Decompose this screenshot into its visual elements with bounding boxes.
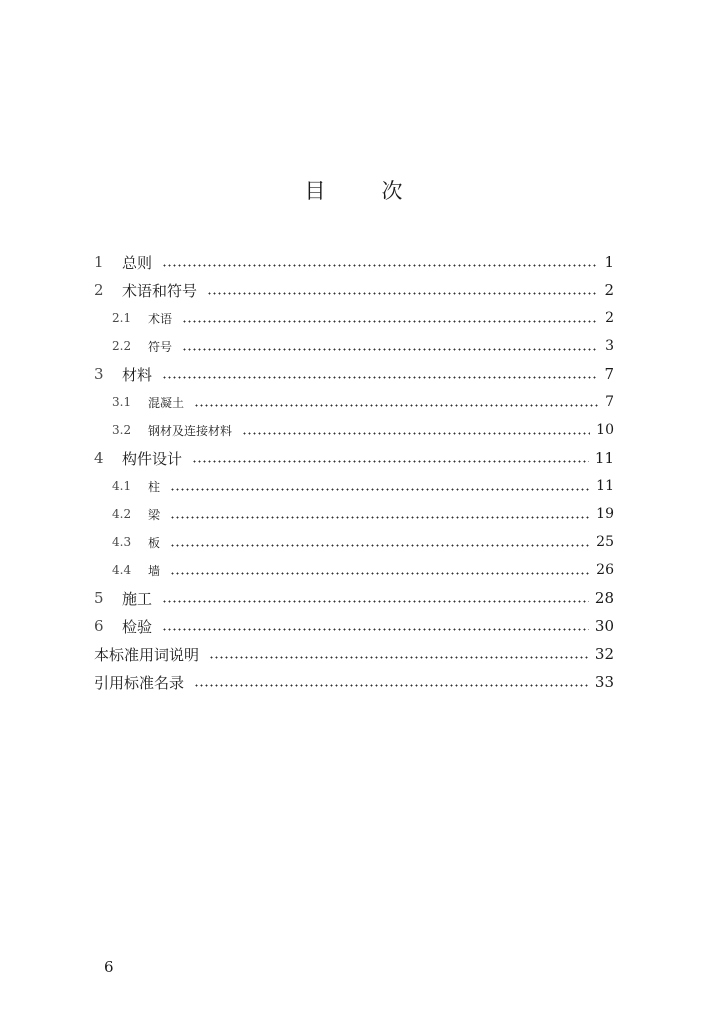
- toc-entry[interactable]: [94, 276, 614, 304]
- toc-entry-number: 3.2: [112, 423, 132, 437]
- toc-subentry[interactable]: [94, 304, 614, 332]
- toc-leader-dots: [162, 600, 589, 603]
- toc-entry-page: 32: [594, 645, 614, 663]
- toc-leader-dots: [209, 656, 589, 659]
- toc-entry-page: 11: [594, 449, 614, 467]
- toc-leader-dots: [194, 404, 598, 407]
- toc-entry-number: 3.1: [112, 395, 132, 409]
- toc-entry-number: 4.2: [112, 507, 132, 521]
- toc-entry-number: 4: [94, 449, 104, 467]
- page-title: [0, 176, 707, 206]
- title-char-1: 目: [304, 179, 326, 203]
- toc-subentry[interactable]: [94, 472, 614, 500]
- toc-leader-dots: [170, 572, 590, 575]
- toc-entry-page: 25: [596, 534, 614, 550]
- toc-leader-dots: [162, 376, 598, 379]
- toc-entry-title: 总则: [122, 253, 153, 272]
- toc-entry[interactable]: [94, 444, 614, 472]
- toc-entry-page: 7: [604, 365, 614, 383]
- toc-entry-title: 术语: [148, 311, 173, 326]
- toc-leader-dots: [194, 684, 589, 687]
- toc-entry-number: 4.1: [112, 479, 132, 493]
- toc-leader-dots: [170, 488, 590, 491]
- toc-subentry[interactable]: [94, 528, 614, 556]
- toc-entry-title: 板: [148, 535, 161, 550]
- toc-entry-title: 梁: [148, 507, 161, 522]
- toc-entry-title: 墙: [148, 563, 161, 578]
- toc-entry-number: 4.4: [112, 563, 132, 577]
- toc-entry-title: 构件设计: [122, 449, 183, 468]
- toc-entry-title: 钢材及连接材料: [148, 423, 233, 438]
- toc-subentry[interactable]: [94, 500, 614, 528]
- toc-entry-title: 施工: [122, 589, 153, 608]
- toc-entry-title: 检验: [122, 617, 153, 636]
- toc-entry-number: 2.1: [112, 311, 132, 325]
- toc-entry-number: 2: [94, 281, 104, 299]
- page-number: 6: [104, 958, 114, 976]
- toc-leader-dots: [207, 292, 598, 295]
- toc-entry-title: 符号: [148, 339, 173, 354]
- toc-leader-dots: [170, 516, 590, 519]
- toc-entry-title: 术语和符号: [122, 281, 198, 300]
- toc-entry-title: 材料: [122, 365, 153, 384]
- toc-entry-number: 5: [94, 589, 104, 607]
- toc-subentry[interactable]: [94, 332, 614, 360]
- toc-leader-dots: [162, 264, 598, 267]
- toc-entry-number: 4.3: [112, 535, 132, 549]
- toc-entry-title: 柱: [148, 479, 161, 494]
- toc-leader-dots: [192, 460, 589, 463]
- toc-subentry[interactable]: [94, 556, 614, 584]
- toc-entry-number: 1: [94, 253, 104, 271]
- toc-entry-page: 3: [605, 338, 614, 354]
- toc-entry[interactable]: [94, 612, 614, 640]
- title-char-2: 次: [381, 179, 403, 203]
- toc-subentry[interactable]: [94, 416, 614, 444]
- toc-entry-page: 19: [596, 506, 614, 522]
- toc-appendix-entry[interactable]: [94, 668, 614, 696]
- toc-entry-page: 2: [605, 310, 614, 326]
- toc-leader-dots: [162, 628, 589, 631]
- toc-entry-number: 2.2: [112, 339, 132, 353]
- toc-entry-page: 11: [596, 478, 614, 494]
- toc-entry-title: 本标准用词说明: [94, 645, 200, 664]
- toc-subentry[interactable]: [94, 388, 614, 416]
- toc-leader-dots: [242, 432, 590, 435]
- toc-appendix-entry[interactable]: [94, 640, 614, 668]
- toc-entry-title: 引用标准名录: [94, 673, 185, 692]
- toc-leader-dots: [170, 544, 590, 547]
- toc-entry-page: 2: [604, 281, 614, 299]
- toc-leader-dots: [182, 348, 598, 351]
- toc-entry-page: 26: [596, 562, 614, 578]
- toc-entry[interactable]: [94, 248, 614, 276]
- toc-leader-dots: [182, 320, 598, 323]
- toc-entry[interactable]: [94, 584, 614, 612]
- toc-entry-page: 33: [594, 673, 614, 691]
- toc-entry[interactable]: [94, 360, 614, 388]
- toc-entry-page: 7: [605, 394, 614, 410]
- toc-entry-page: 10: [596, 422, 614, 438]
- toc-entry-page: 28: [594, 589, 614, 607]
- toc-entry-page: 1: [604, 253, 614, 271]
- toc-entry-title: 混凝土: [148, 395, 185, 410]
- toc-entry-number: 3: [94, 365, 104, 383]
- table-of-contents: [94, 248, 614, 696]
- toc-entry-number: 6: [94, 617, 104, 635]
- toc-entry-page: 30: [594, 617, 614, 635]
